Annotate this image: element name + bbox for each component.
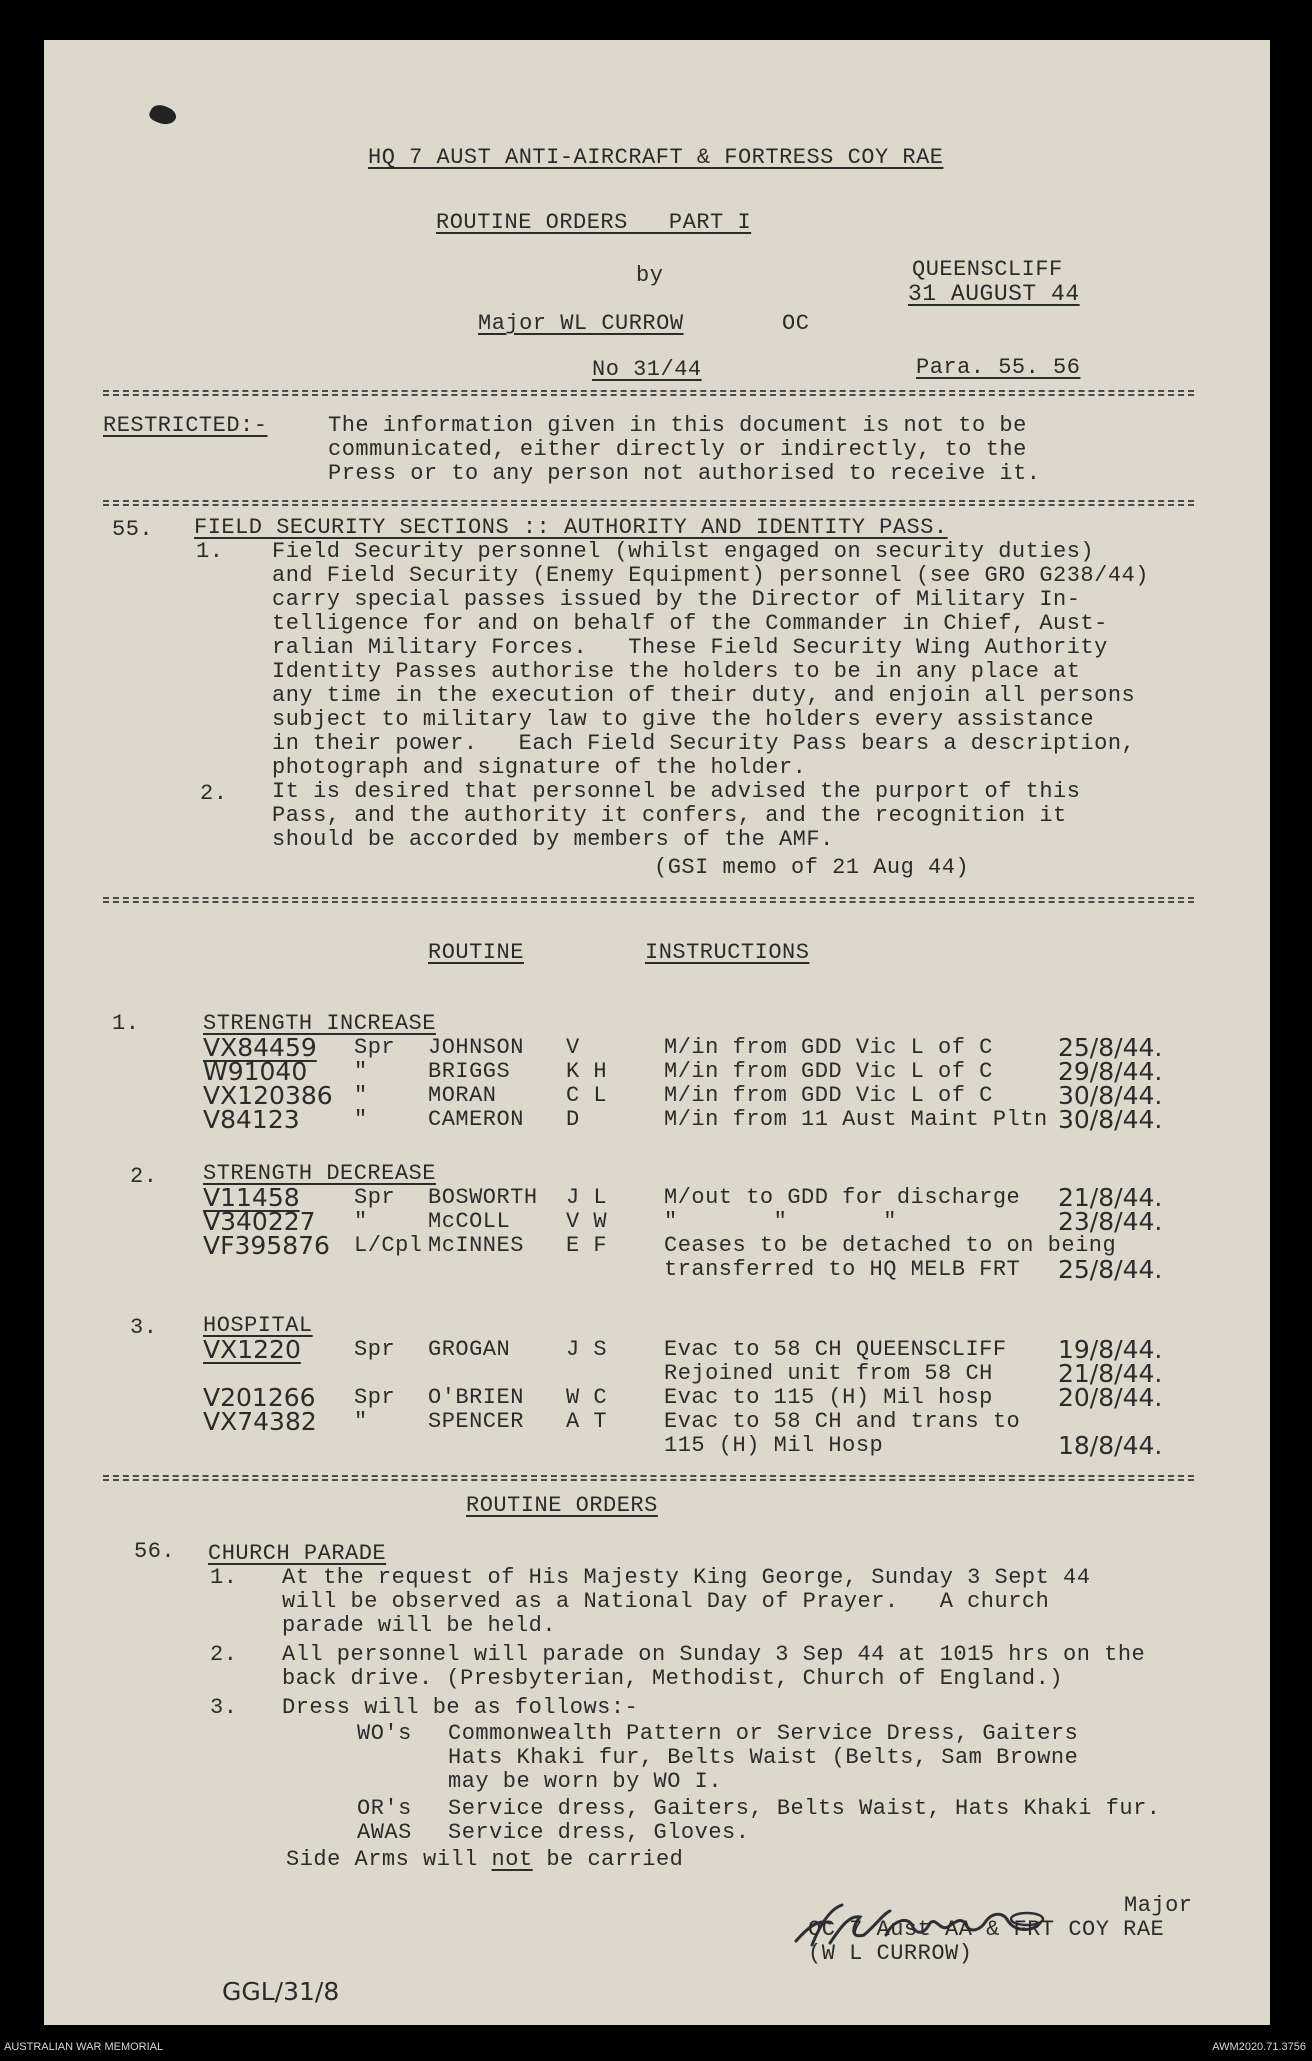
text-line: photograph and signature of the holder.: [272, 755, 807, 780]
item-number: 3.: [210, 1695, 238, 1720]
subsection-heading: STRENGTH INCREASE: [203, 1011, 436, 1036]
cell-no: VF395876: [203, 1231, 330, 1260]
text-line: carry special passes issued by the Director of Military In-: [272, 587, 1081, 612]
footer-source: AUSTRALIAN WAR MEMORIAL: [4, 2041, 164, 2053]
dress-category: AWAS: [357, 1820, 412, 1845]
date: 31 AUGUST 44: [908, 281, 1080, 307]
cell-init: W C: [566, 1385, 608, 1410]
officer: Major WL CURROW: [478, 311, 684, 336]
cell-init: V W: [566, 1209, 608, 1234]
cell-detail: Ceases to be detached to on being: [664, 1233, 1117, 1258]
by-label: by: [636, 263, 664, 288]
place: QUEENSCLIFF: [912, 257, 1063, 282]
cell-date: 30/8/44.: [1058, 1105, 1163, 1134]
text-line: telligence for and on behalf of the Commander in Chief, Aust-: [272, 611, 1108, 636]
cell-detail: M/in from GDD Vic L of C: [664, 1083, 993, 1108]
cell-init: J S: [566, 1337, 608, 1362]
text-line: It is desired that personnel be advised the purport of this: [272, 779, 1081, 804]
para-number: 56.: [134, 1539, 176, 1564]
section-heading: ROUTINE ORDERS: [466, 1493, 658, 1518]
para-number: 55.: [112, 517, 154, 542]
section-heading: INSTRUCTIONS: [645, 940, 810, 965]
cell-init: E F: [566, 1233, 608, 1258]
cell-no: VX74382: [203, 1407, 317, 1436]
text-line: back drive. (Presbyterian, Methodist, Church of England.): [282, 1666, 1064, 1691]
cell-detail: M/in from 11 Aust Maint Pltn: [664, 1107, 1048, 1132]
cell-detail: 115 (H) Mil Hosp: [664, 1433, 884, 1458]
cell-date: 29/8/44.: [1058, 1057, 1163, 1086]
para-heading: CHURCH PARADE: [208, 1541, 387, 1566]
restricted-line: communicated, either directly or indirectly, to the: [328, 437, 1027, 462]
dress-line: Hats Khaki fur, Belts Waist (Belts, Sam Browne: [448, 1745, 1079, 1770]
cell-init: V: [566, 1035, 580, 1060]
cell-date: 30/8/44.: [1058, 1081, 1163, 1110]
cell-no: V201266: [203, 1383, 316, 1412]
text-line: any time in the execution of their duty, and enjoin all persons: [272, 683, 1136, 708]
cell-no: W91040: [203, 1057, 308, 1086]
subsection-heading: STRENGTH DECREASE: [203, 1161, 436, 1186]
cell-date: 21/8/44.: [1058, 1183, 1163, 1212]
cell-init: K H: [566, 1059, 608, 1084]
routine-orders-heading: ROUTINE ORDERS PART I: [436, 210, 752, 235]
reference-code: GGL/31/8: [222, 1977, 340, 2006]
cell-detail: M/in from GDD Vic L of C: [664, 1035, 993, 1060]
cell-name: SPENCER: [428, 1409, 524, 1434]
text-line: ralian Military Forces. These Field Security Wing Authority: [272, 635, 1108, 660]
item-number: 1.: [210, 1565, 238, 1590]
cell-date: 25/8/44.: [1058, 1255, 1163, 1284]
cell-date: 23/8/44.: [1058, 1207, 1163, 1236]
cell-init: A T: [566, 1409, 608, 1434]
item-number: 2.: [210, 1642, 238, 1667]
cell-name: McCOLL: [428, 1209, 511, 1234]
cell-name: GROGAN: [428, 1337, 511, 1362]
cell-name: JOHNSON: [428, 1035, 524, 1060]
dress-line: Service dress, Gaiters, Belts Waist, Hats Khaki fur.: [448, 1796, 1161, 1821]
cell-no: VX120386: [203, 1081, 333, 1110]
cell-detail: M/in from GDD Vic L of C: [664, 1059, 993, 1084]
cell-date: 25/8/44.: [1058, 1033, 1163, 1062]
signatory-rank: Major: [1124, 1893, 1193, 1918]
cell-detail: " " ": [664, 1209, 897, 1234]
text-line: in their power. Each Field Security Pass bears a description,: [272, 731, 1136, 756]
restricted-line: The information given in this document is not to be: [328, 413, 1027, 438]
cell-date: 21/8/44.: [1058, 1359, 1163, 1388]
cell-init: C L: [566, 1083, 608, 1108]
text-line: Identity Passes authorise the holders to be in any place at: [272, 659, 1081, 684]
cell-detail: M/out to GDD for discharge: [664, 1185, 1021, 1210]
cell-init: D: [566, 1107, 580, 1132]
cell-no: V84123: [203, 1105, 300, 1134]
cell-detail: Evac to 115 (H) Mil hosp: [664, 1385, 993, 1410]
footer-accession: AWM2020.71.3756: [1212, 2041, 1306, 2053]
cell-rank: Spr: [354, 1337, 396, 1362]
para-heading: FIELD SECURITY SECTIONS :: AUTHORITY AND IDENTITY PASS.: [194, 515, 948, 540]
dress-category: OR's: [357, 1796, 412, 1821]
cell-rank: L/Cpl: [354, 1233, 423, 1258]
subsection-heading: HOSPITAL: [203, 1313, 313, 1338]
reference-note: (GSI memo of 21 Aug 44): [654, 855, 970, 880]
dashed-rule: [103, 500, 1194, 506]
item-number: 1.: [112, 1011, 140, 1036]
cell-detail: Evac to 58 CH QUEENSCLIFF: [664, 1337, 1007, 1362]
cell-init: J L: [566, 1185, 608, 1210]
dress-line: Service dress, Gloves.: [448, 1820, 750, 1845]
text-line: Dress will be as follows:-: [282, 1695, 639, 1720]
signatory-unit: OC 7 Aust AA & FRT COY RAE: [808, 1917, 1165, 1942]
signatory-name: (W L CURROW): [808, 1941, 973, 1966]
dashed-rule: [103, 390, 1194, 396]
cell-detail: transferred to HQ MELB FRT: [664, 1257, 1021, 1282]
dress-line: Commonwealth Pattern or Service Dress, Gaiters: [448, 1721, 1079, 1746]
cell-name: BOSWORTH: [428, 1185, 538, 1210]
officer-role: OC: [782, 311, 810, 336]
order-number: No 31/44: [592, 357, 702, 382]
paragraph-numbers: Para. 55. 56: [916, 355, 1081, 380]
cell-no: VX84459: [203, 1033, 317, 1062]
section-heading: ROUTINE: [428, 940, 524, 965]
cell-name: McINNES: [428, 1233, 524, 1258]
cell-rank: Spr: [354, 1035, 396, 1060]
cell-no: VX1220: [203, 1335, 301, 1364]
text-line: All personnel will parade on Sunday 3 Sep 44 at 1015 hrs on the: [282, 1642, 1146, 1667]
cell-date: 19/8/44.: [1058, 1335, 1163, 1364]
item-number: 1.: [196, 539, 224, 564]
text-line: Pass, and the authority it confers, and the recognition it: [272, 803, 1067, 828]
document-title: HQ 7 AUST ANTI-AIRCRAFT & FORTRESS COY RAE: [368, 145, 944, 170]
dashed-rule: [103, 1475, 1194, 1481]
text-span: Side Arms will: [286, 1847, 492, 1872]
text-line: parade will be held.: [282, 1613, 557, 1638]
cell-rank: ": [354, 1107, 368, 1132]
restricted-label: RESTRICTED:-: [103, 413, 268, 438]
cell-rank: Spr: [354, 1385, 396, 1410]
item-number: 3.: [130, 1315, 158, 1340]
item-number: 2.: [130, 1164, 158, 1189]
restricted-line: Press or to any person not authorised to receive it.: [328, 461, 1041, 486]
dashed-rule: [103, 897, 1194, 903]
item-number: 2.: [200, 781, 228, 806]
cell-rank: ": [354, 1059, 368, 1084]
dress-line: may be worn by WO I.: [448, 1769, 723, 1794]
cell-detail: Rejoined unit from 58 CH: [664, 1361, 993, 1386]
text-line: and Field Security (Enemy Equipment) personnel (see GRO G238/44): [272, 563, 1149, 588]
cell-detail: Evac to 58 CH and trans to: [664, 1409, 1021, 1434]
text-line: subject to military law to give the holders every assistance: [272, 707, 1095, 732]
cell-rank: ": [354, 1209, 368, 1234]
text-line: will be observed as a National Day of Prayer. A church: [282, 1589, 1050, 1614]
cell-no: V11458: [203, 1183, 300, 1212]
cell-rank: Spr: [354, 1185, 396, 1210]
side-arms-line: [286, 1848, 683, 1872]
cell-name: MORAN: [428, 1083, 497, 1108]
cell-date: 20/8/44.: [1058, 1383, 1163, 1412]
text-line: At the request of His Majesty King George, Sunday 3 Sept 44: [282, 1565, 1091, 1590]
dress-category: WO's: [357, 1721, 412, 1746]
text-line: Field Security personnel (whilst engaged on security duties): [272, 539, 1095, 564]
cell-rank: ": [354, 1409, 368, 1434]
cell-rank: ": [354, 1083, 368, 1108]
cell-date: 18/8/44.: [1058, 1431, 1163, 1460]
cell-no: V340227: [203, 1207, 316, 1236]
cell-name: CAMERON: [428, 1107, 524, 1132]
emphasis: not: [491, 1847, 533, 1872]
cell-name: O'BRIEN: [428, 1385, 524, 1410]
text-line: should be accorded by members of the AMF.: [272, 827, 834, 852]
cell-name: BRIGGS: [428, 1059, 511, 1084]
text-span: be carried: [532, 1847, 684, 1872]
